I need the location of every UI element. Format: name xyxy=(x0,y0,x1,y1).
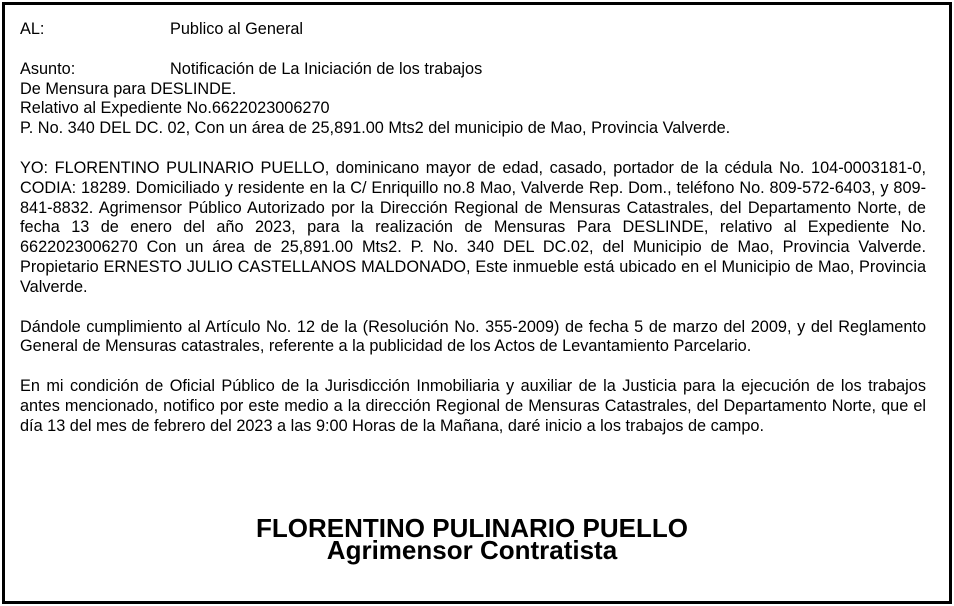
signature-name: FLORENTINO PULINARIO PUELLO xyxy=(256,513,688,543)
subject-value: Notificación de La Iniciación de los trabajos xyxy=(170,59,483,78)
addressee-value: Publico al General xyxy=(170,20,304,38)
subject-label: Asunto: xyxy=(20,59,76,78)
paragraph-legal-basis: Dándole cumplimiento al Artículo No. 12 de la (Resolución No. 355-2009) de fecha 5 de marzo del 2009, y del Reglamento General de Mensuras catastrales, referente a la publicidad de los Actos de Levantamiento Parcelario. xyxy=(20,317,926,356)
subject-line-4: P. No. 340 DEL DC. 02, Con un área de 25,891.00 Mts2 del municipio de Mao, Provincia Valverde. xyxy=(20,119,731,138)
subject-line-2: De Mensura para DESLINDE. xyxy=(20,79,237,98)
subject-line-3: Relativo al Expediente No.6622023006270 xyxy=(20,99,330,118)
notice-content xyxy=(20,20,926,437)
paragraph-identification: YO: FLORENTINO PULINARIO PUELLO, dominicano mayor de edad, casado, portador de la cédula No. 104-0003181-0, CODIA: 18289. Domiciliado y residente en la C/ Enriquillo no.8 Mao, Valverde Rep. Dom., teléfono No. 809-572-6403, y 809-841-8832. Agrimensor Público Autorizado por la Dirección Regional de Mensuras Catastrales, del Departamento Norte, de fecha 13 de enero del año 2023, para la realización de Mensuras Para DESLINDE, relativo al Expediente No. 6622023006270 Con un área de 25,891.00 Mts2. P. No. 340 DEL DC.02, del Municipio de Mao, Provincia Valverde. Propietario ERNESTO JULIO CASTELLANOS MALDONADO, Este inmueble está ubicado en el Municipio de Mao, Provincia Valverde. xyxy=(20,158,926,296)
addressee-row xyxy=(20,20,926,40)
subject-row xyxy=(20,60,926,80)
paragraph-notification: En mi condición de Oficial Público de la Jurisdicción Inmobiliaria y auxiliar de la Justicia para la ejecución de los trabajos antes mencionado, notifico por este medio a la dirección Regional de Mensuras Catastrales, del Departamento Norte, que el día 13 del mes de febrero del 2023 a las 9:00 Horas de la Mañana, daré inicio a los trabajos de campo. xyxy=(20,377,926,435)
addressee-label: AL: xyxy=(20,20,45,38)
signature-title: Agrimensor Contratista xyxy=(326,535,618,565)
